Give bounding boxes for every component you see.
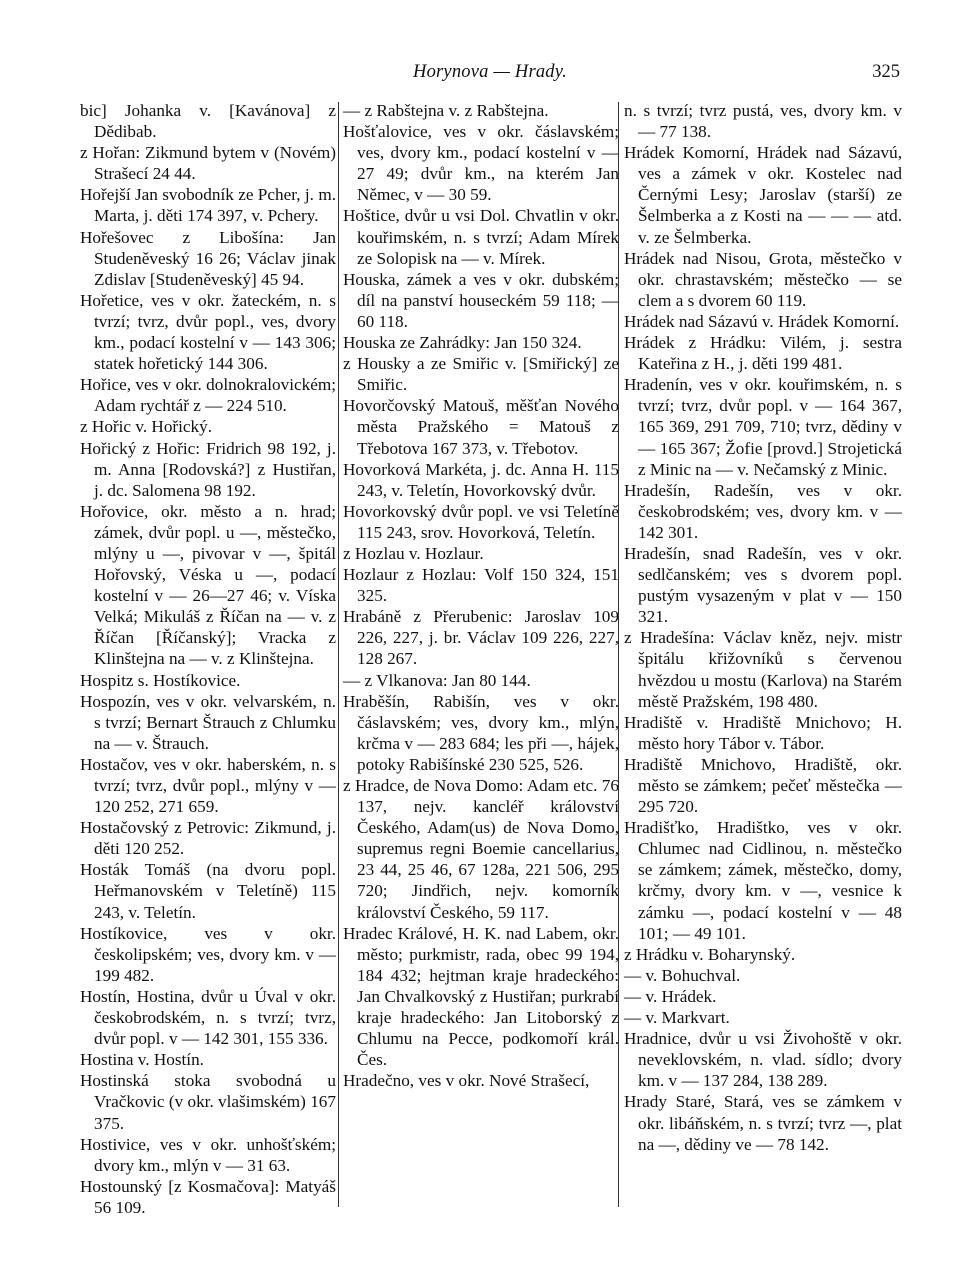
index-entry: — v. Markvart. <box>624 1008 730 1028</box>
index-entry: Hovorková Markéta, j. dc. Anna H. 115 243, v. Teletín, Hovorkovský dvůr. <box>343 459 619 500</box>
column-left <box>80 100 336 1220</box>
index-entry: Hostounský [z Kosmačova]: Matyáš 56 109. <box>80 1176 336 1217</box>
index-entry: Hořovice, okr. město a n. hrad; zámek, dvůr popl. u —, městečko, mlýny u —, pivovar v —, špitál Hořovský, Véska u —, podací kostelní v — 26—27 46; v. Víska Velká; Mikuláš z Říčan na — v. z Říčan [Říčanský]; Vracka z Klinštejna na — v. z Klinštejna. <box>80 501 336 669</box>
index-entry: — z Vlkanova: Jan 80 144. <box>343 670 531 690</box>
index-entry: Hořejší Jan svobodník ze Pcher, j. m. Marta, j. děti 174 397, v. Pchery. <box>80 185 336 226</box>
column-middle <box>343 100 619 1220</box>
column-divider <box>618 102 619 1207</box>
index-entry: Hostinská stoka svobodná u Vračkovic (v okr. vlašimském) 167 375. <box>80 1071 336 1133</box>
index-entry: z Hrádku v. Boharynský. <box>624 944 796 964</box>
index-entry: z Hořic v. Hořický. <box>80 417 213 437</box>
index-entry: Hradec Králové, H. K. nad Labem, okr. město; purkmistr, rada, obec 99 194, 184 432; hejtman kraje hradeckého: Jan Chvalkovský z Hustiřan; purkrabí kraje hradeckého: Jan Litoborský z Chlumu na Pecce, podkomoří král. Čes. <box>343 923 619 1070</box>
index-entry: Hostín, Hostina, dvůr u Úval v okr. českobrodském, n. s tvrzí; tvrz, dvůr popl. v — 142 301, 155 336. <box>80 986 336 1049</box>
index-entry: Hradiště v. Hradiště Mnichovo; H. město hory Tábor v. Tábor. <box>624 712 902 753</box>
index-entry: — v. Bohuchval. <box>624 965 741 985</box>
index-entry: Hořešovec z Libošína: Jan Studeněveský 16 26; Václav jinak Zdislav [Studeněveský] 45 94. <box>80 227 336 289</box>
index-entry: Hořice, ves v okr. dolnokralovickém; Adam rychtář z — 224 510. <box>80 375 336 416</box>
index-entry: z Hradešína: Václav kněz, nejv. mistr špitálu křižovníků s červenou hvězdou u mostu (Karlova) na Starém městě Pražském, 198 480. <box>624 628 902 711</box>
index-entry: — v. Hrádek. <box>624 986 717 1006</box>
index-entry: Houska ze Zahrádky: Jan 150 324. <box>343 333 582 353</box>
index-entry: Hradišťko, Hradištko, ves v okr. Chlumec nad Cidlinou, n. městečko se zámkem; zámek, městečko, domy, krčmy, dvory km. v —, vesnice k zámku —, podací kostelní v — 48 101; — 49 101. <box>624 818 902 943</box>
index-entry: bic] Johanka v. [Kavánova] z Dědibab. <box>80 101 336 142</box>
index-entry: Hrádek nad Nisou, Grota, městečko v okr. chrastavském; městečko — se clem a s dvorem 60 119. <box>624 248 902 310</box>
index-entry: Hostina v. Hostín. <box>80 1050 204 1070</box>
index-entry: z Hozlau v. Hozlaur. <box>343 543 484 563</box>
index-entry: Hostivice, ves v okr. unhošťském; dvory km., mlýn v — 31 63. <box>80 1134 336 1175</box>
index-entry: Hradešín, snad Radešín, ves v okr. sedlčanském; ves s dvorem popl. pustým vysazeným v plat v — 150 321. <box>624 543 902 627</box>
index-entry: Hořický z Hořic: Fridrich 98 192, j. m. Anna [Rodovská?] z Hustiřan, j. dc. Salomena 98 192. <box>80 438 336 500</box>
index-entry: Hospozín, ves v okr. velvarském, n. s tvrzí; Bernart Štrauch z Chlumku na — v. Štrauch. <box>80 691 336 753</box>
index-entry: Hořetice, ves v okr. žateckém, n. s tvrzí; tvrz, dvůr popl., ves, dvory km., podací kostelní v — 143 306; statek hořetický 144 306. <box>80 290 336 374</box>
index-entry: Hospitz s. Hostíkovice. <box>80 670 241 690</box>
column-divider <box>338 102 339 1207</box>
index-entry: Hošťalovice, ves v okr. čáslavském; ves, dvory km., podací kostelní v — 27 49; dvůr km., na kterém Jan Němec, v — 30 59. <box>343 122 619 205</box>
running-head: Horynova — Hrady. <box>413 62 567 82</box>
index-entry: Hrádek nad Sázavú v. Hrádek Komorní. <box>624 311 900 331</box>
index-entry: Hosták Tomáš (na dvoru popl. Heřmanovském v Teletíně) 115 243, v. Teletín. <box>80 860 336 922</box>
index-entry: Hrabáně z Přerubenic: Jaroslav 109 226, 227, j. br. Václav 109 226, 227, 128 267. <box>343 607 619 669</box>
index-entry: z Hořan: Zikmund bytem v (Novém) Strašecí 24 44. <box>80 143 336 184</box>
index-entry: Houska, zámek a ves v okr. dubském; díl na panství houseckém 59 118; — 60 118. <box>343 269 619 331</box>
index-entry: — z Rabštejna v. z Rabštejna. <box>343 101 549 120</box>
index-entry: n. s tvrzí; tvrz pustá, ves, dvory km. v — 77 138. <box>624 101 902 142</box>
index-entry: Hoštice, dvůr u vsi Dol. Chvatlin v okr. kouřimském, n. s tvrzí; Adam Mírek ze Solopisk na — v. Mírek. <box>343 206 619 268</box>
index-entry: Hovorkovský dvůr popl. ve vsi Teletíně 115 243, srov. Hovorková, Teletín. <box>343 501 619 542</box>
page-header <box>80 62 900 88</box>
index-entry: Hradiště Mnichovo, Hradiště, okr. město se zámkem; pečeť městečka — 295 720. <box>624 754 902 817</box>
index-columns <box>80 100 902 1220</box>
index-entry: Hradenín, ves v okr. kouřimském, n. s tvrzí; tvrz, dvůr popl. v — 164 367, 165 369, 291 709, 710; tvrz, dědiny v — 165 367; Žofie [provd.] Strojetická z Minic na — v. Nečamský z Minic. <box>624 375 902 479</box>
index-entry: Hovorčovský Matouš, měšťan Nového města Pražského = Matouš z Třebotova 167 373, v. Třebotov. <box>343 396 619 458</box>
index-entry: Hradnice, dvůr u vsi Živohoště v okr. neveklovském, n. vlad. sídlo; dvory km. v — 137 284, 138 289. <box>624 1029 902 1091</box>
index-entry: Hradešín, Radešín, ves v okr. českobrodském; ves, dvory km. v — 142 301. <box>624 480 902 542</box>
column-right <box>624 100 902 1220</box>
index-entry: Hradečno, ves v okr. Nové Strašecí, <box>343 1071 590 1091</box>
index-entry: z Hradce, de Nova Domo: Adam etc. 76 137, nejv. kancléř království Českého, Adam(us) de Nova Domo, supremus regni Boemie cancellarius, 23 44, 25 46, 67 128a, 221 506, 295 720; Jindřich, nejv. komorník království Českého, 59 117. <box>343 776 619 922</box>
index-entry: z Housky a ze Smiřic v. [Smiřický] ze Smiřic. <box>343 354 619 395</box>
index-entry: Hrádek Komorní, Hrádek nad Sázavú, ves a zámek v okr. Kostelec nad Černými Lesy; Jaroslav (starší) ze Šelmberka a z Kosti na — — — atd. v. ze Šelmberka. <box>624 143 902 247</box>
index-entry: Hostačovský z Petrovic: Zikmund, j. děti 120 252. <box>80 818 336 859</box>
index-entry: Hrady Staré, Stará, ves se zámkem v okr. libáňském, n. s tvrzí; tvrz —, plat na —, dědiny ve — 78 142. <box>624 1092 902 1154</box>
index-entry: Hraběšín, Rabišín, ves v okr. čáslavském; ves, dvory km., mlýn, krčma v — 283 684; les při —, hájek, potoky Rabišínské 230 525, 526. <box>343 691 619 774</box>
page-number: 325 <box>872 62 900 82</box>
index-entry: Hostíkovice, ves v okr. českolipském; ves, dvory km. v — 199 482. <box>80 923 336 985</box>
index-entry: Hrádek z Hrádku: Vilém, j. sestra Kateřina z H., j. děti 199 481. <box>624 333 902 374</box>
index-entry: Hozlaur z Hozlau: Volf 150 324, 151 325. <box>343 565 619 606</box>
index-entry: Hostačov, ves v okr. haberském, n. s tvrzí; tvrz, dvůr popl., mlýny v — 120 252, 271 659. <box>80 754 336 817</box>
